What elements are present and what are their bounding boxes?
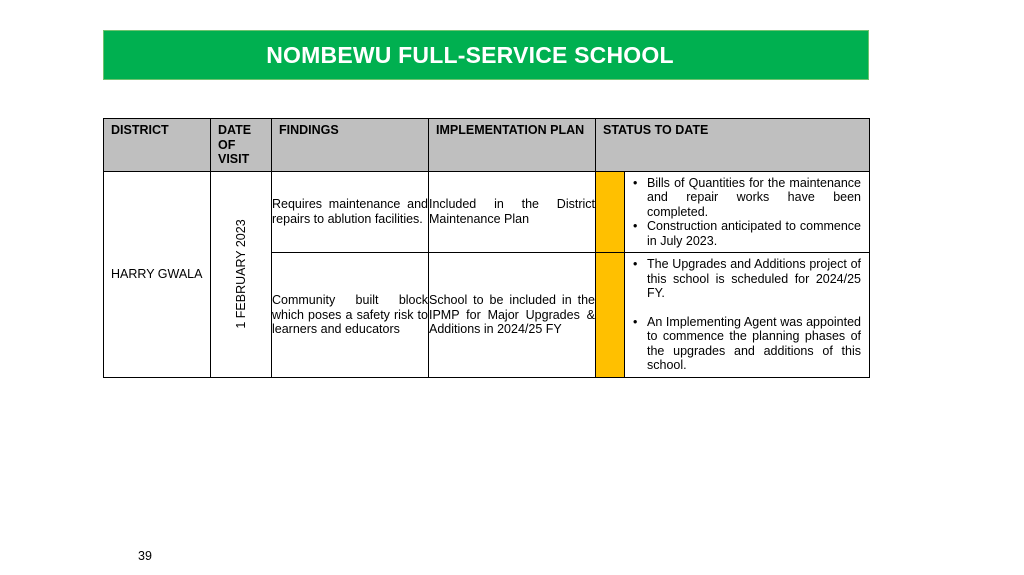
district-cell	[104, 171, 211, 377]
finding-cell	[272, 253, 429, 378]
district-value: HARRY GWALA	[111, 266, 203, 281]
date-cell	[211, 171, 272, 377]
header-status-to-date: STATUS TO DATE	[596, 119, 870, 172]
status-indicator-amber	[596, 253, 625, 378]
status-item: • The Upgrades and Additions project of this school is scheduled for 2024/25 FY.	[647, 257, 861, 301]
status-indicator-amber	[596, 171, 625, 253]
plan-cell	[429, 171, 596, 253]
header-date-of-visit: DATE OF VISIT	[211, 119, 272, 172]
status-item: • Bills of Quantities for the maintenance and repair works have been completed.	[647, 176, 861, 220]
status-item: • Construction anticipated to commence in July 2023.	[647, 219, 861, 248]
page-title: NOMBEWU FULL-SERVICE SCHOOL	[266, 41, 674, 68]
header-findings: FINDINGS	[272, 119, 429, 172]
title-banner	[103, 30, 869, 80]
table-header-row	[104, 119, 870, 172]
header-implementation-plan: IMPLEMENTATION PLAN	[429, 119, 596, 172]
finding-text: Requires maintenance and repairs to ablution facilities.	[272, 197, 428, 226]
finding-cell	[272, 171, 429, 253]
page-number: 39	[138, 549, 152, 563]
status-item: • An Implementing Agent was appointed to commence the planning phases of the upgrades and additions of this school.	[647, 315, 861, 373]
status-list	[625, 253, 869, 377]
finding-text: Community built block which poses a safety risk to learners and educators	[272, 293, 428, 336]
header-district: DISTRICT	[104, 119, 211, 172]
findings-table	[103, 118, 870, 378]
date-of-visit-value: 1 FEBRUARY 2023	[233, 219, 248, 329]
plan-text: School to be included in the IPMP for Major Upgrades & Additions in 2024/25 FY	[429, 293, 595, 336]
plan-text: Included in the District Maintenance Plan	[429, 197, 595, 226]
status-list	[625, 172, 869, 253]
status-cell	[625, 253, 870, 378]
status-cell	[625, 171, 870, 253]
table-row	[104, 171, 870, 253]
plan-cell	[429, 253, 596, 378]
